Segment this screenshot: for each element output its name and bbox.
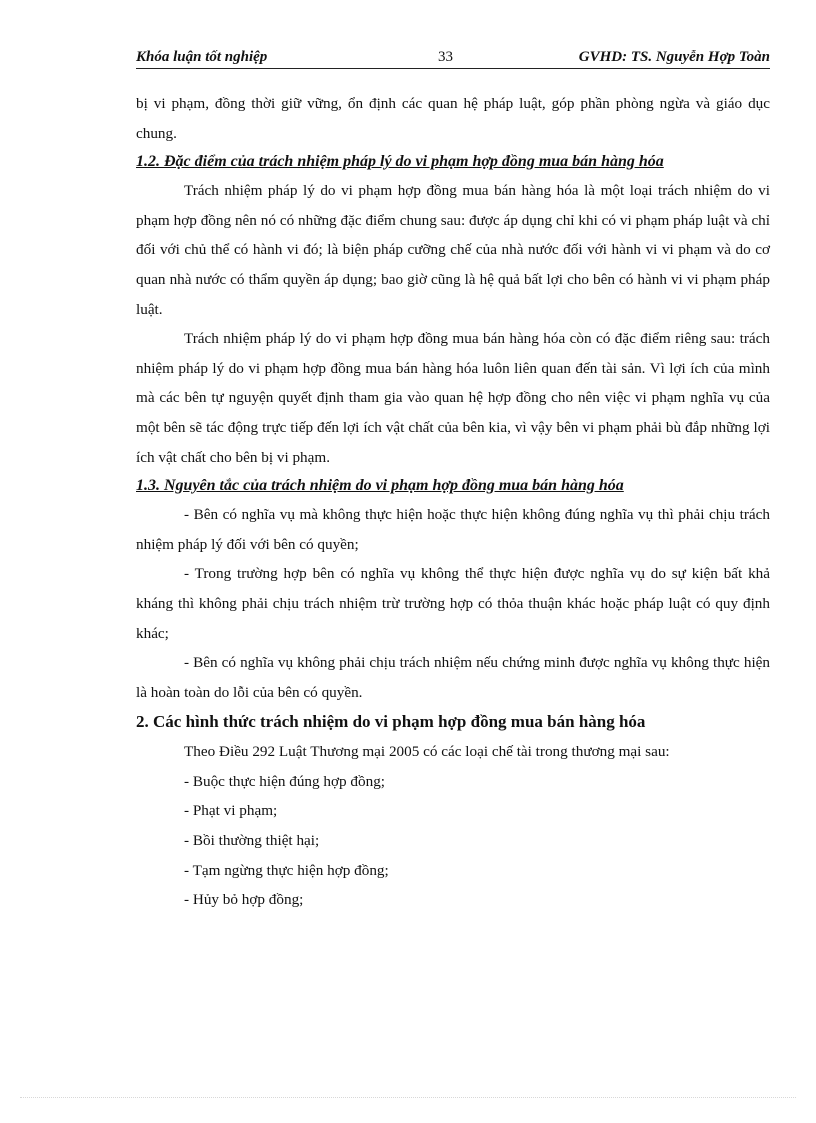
list-item: - Phạt vi phạm;: [184, 802, 278, 820]
paragraph-1-3-b: - Trong trường hợp bên có nghĩa vụ không thể thực hiện được nghĩa vụ do sự kiện bất khả kháng thì không phải chịu trách nhiệm trừ trường hợp có thỏa thuận khác hoặc pháp luật có quy định khác;: [136, 565, 770, 642]
paragraph-intro: bị vi phạm, đồng thời giữ vững, ổn định các quan hệ pháp luật, góp phần phòng ngừa và giáo dục chung.: [136, 95, 770, 142]
heading-2: 2. Các hình thức trách nhiệm do vi phạm hợp đồng mua bán hàng hóa: [136, 712, 646, 732]
paragraph-2-intro: Theo Điều 292 Luật Thương mại 2005 có các loại chế tài trong thương mại sau:: [184, 743, 670, 761]
list-item: - Bồi thường thiệt hại;: [184, 832, 320, 850]
paragraph-1-3-a: - Bên có nghĩa vụ mà không thực hiện hoặc thực hiện không đúng nghĩa vụ thì phải chịu trách nhiệm pháp lý đối với bên có quyền;: [136, 506, 770, 553]
sanctions-list: [136, 767, 770, 915]
header-thesis-title: Khóa luận tốt nghiệp: [136, 49, 268, 65]
list-item: - Buộc thực hiện đúng hợp đồng;: [184, 772, 386, 790]
heading-1-3: 1.3. Nguyên tắc của trách nhiệm do vi phạm hợp đồng mua bán hàng hóa: [136, 477, 624, 495]
header-advisor: GVHD: TS. Nguyễn Hợp Toàn: [578, 49, 770, 65]
heading-1-2: 1.2. Đặc điểm của trách nhiệm pháp lý do vi phạm hợp đồng mua bán hàng hóa: [136, 153, 664, 171]
paragraph-1-2-a: Trách nhiệm pháp lý do vi phạm hợp đồng mua bán hàng hóa là một loại trách nhiệm do vi phạm hợp đồng nên nó có những đặc điểm chung sau: được áp dụng chỉ khi có vi phạm pháp luật và chỉ đối với chủ thể có hành vi đó; là biện pháp cưỡng chế của nhà nước đối với hành vi vi phạm và do cơ quan nhà nước có thẩm quyền áp dụng; bao giờ cũng là hệ quả bất lợi cho bên có hành vi vi phạm pháp luật.: [136, 182, 770, 318]
page-bottom-divider: [20, 1097, 796, 1098]
page-header: [136, 48, 770, 69]
list-item: - Hủy bỏ hợp đồng;: [184, 891, 304, 909]
paragraph-1-3-c: - Bên có nghĩa vụ không phải chịu trách nhiệm nếu chứng minh được nghĩa vụ không thực hiện là hoàn toàn do lỗi của bên có quyền.: [136, 654, 770, 701]
list-item: - Tạm ngừng thực hiện hợp đồng;: [184, 861, 389, 879]
page-number: 33: [438, 49, 453, 65]
page-content: [136, 89, 770, 915]
paragraph-1-2-b: Trách nhiệm pháp lý do vi phạm hợp đồng mua bán hàng hóa còn có đặc điểm riêng sau: trách nhiệm pháp lý do vi phạm hợp đồng mua bán hàng hóa luôn liên quan đến tài sản. Vì lợi ích của mình mà các bên tự nguyện quyết định tham gia vào quan hệ hợp đồng cho nên việc vi phạm nghĩa vụ của một bên sẽ tác động trực tiếp đến lợi ích vật chất của bên kia, vì vậy bên vi phạm phải bù đắp những lợi ích vật chất cho bên bị vi phạm.: [136, 330, 770, 466]
